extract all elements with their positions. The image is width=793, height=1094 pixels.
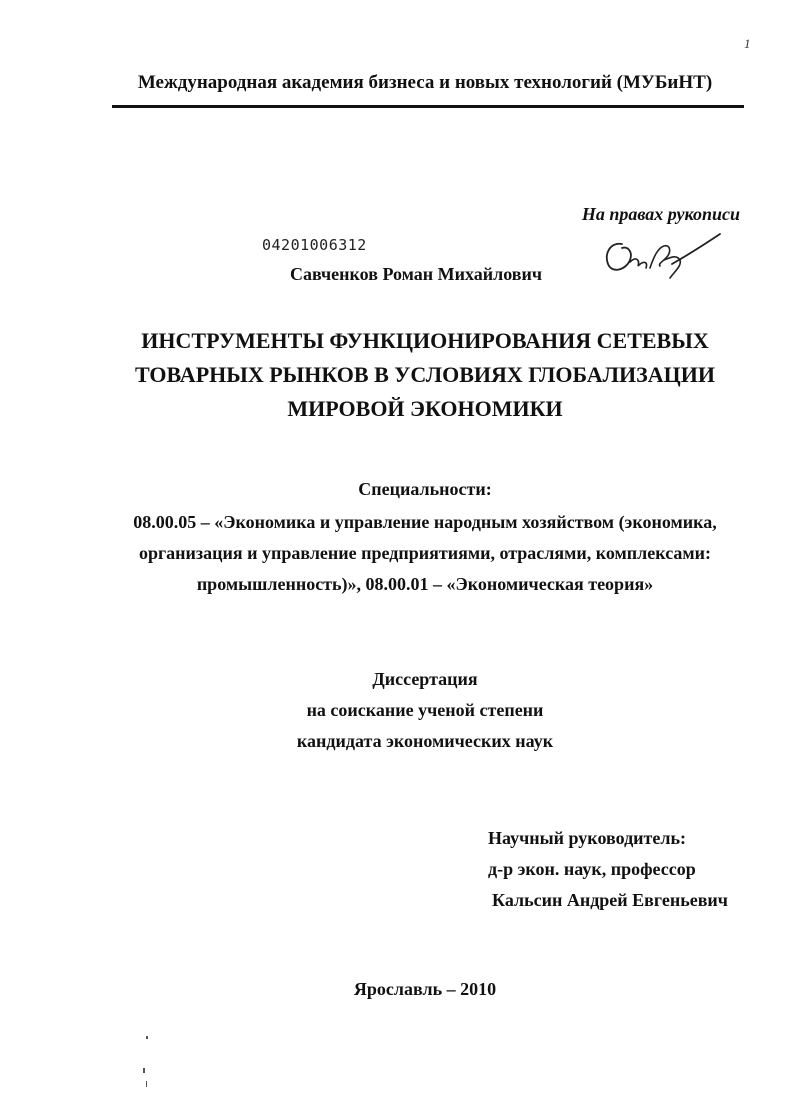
page-number: 1 xyxy=(744,36,751,51)
dissertation-title xyxy=(60,324,790,426)
dissertation-line: кандидата экономических наук xyxy=(296,731,554,751)
supervisor-line: д-р экон. наук, профессор xyxy=(488,859,696,879)
scan-speck xyxy=(146,1081,147,1087)
manuscript-rights-note: На правах рукописи xyxy=(581,204,740,224)
specialties-line: 08.00.05 – «Экономика и управление народным хозяйством (экономика, xyxy=(133,512,717,532)
city-year: Ярославль – 2010 xyxy=(353,979,497,999)
supervisor-line: Научный руководитель: xyxy=(488,828,686,848)
dissertation-block xyxy=(60,664,790,757)
specialties-heading: Специальности: xyxy=(358,479,492,499)
author-name: Савченков Роман Михайлович xyxy=(290,264,543,284)
author-signature xyxy=(600,230,725,285)
institution-name: Международная академия бизнеса и новых технологий (МУБиНТ) xyxy=(137,72,713,93)
supervisor-line: Кальсин Андрей Евгеньевич xyxy=(492,890,728,910)
header-rule xyxy=(112,105,744,108)
title-line: ИНСТРУМЕНТЫ ФУНКЦИОНИРОВАНИЯ СЕТЕВЫХ xyxy=(141,328,709,353)
scan-speck xyxy=(146,1036,148,1039)
dissertation-line: Диссертация xyxy=(372,669,478,689)
archive-id-stamp: 04201006312 xyxy=(262,236,367,254)
dissertation-line: на соискание ученой степени xyxy=(306,700,544,720)
specialties-text xyxy=(60,507,790,600)
specialties-line: промышленность)», 08.00.01 – «Экономическая теория» xyxy=(196,574,654,594)
supervisor-block xyxy=(488,823,728,916)
specialties-line: организация и управление предприятиями, отраслями, комплексами: xyxy=(138,543,712,563)
scan-speck xyxy=(143,1068,145,1073)
title-line: МИРОВОЙ ЭКОНОМИКИ xyxy=(287,396,563,421)
title-line: ТОВАРНЫХ РЫНКОВ В УСЛОВИЯХ ГЛОБАЛИЗАЦИИ xyxy=(135,362,715,387)
